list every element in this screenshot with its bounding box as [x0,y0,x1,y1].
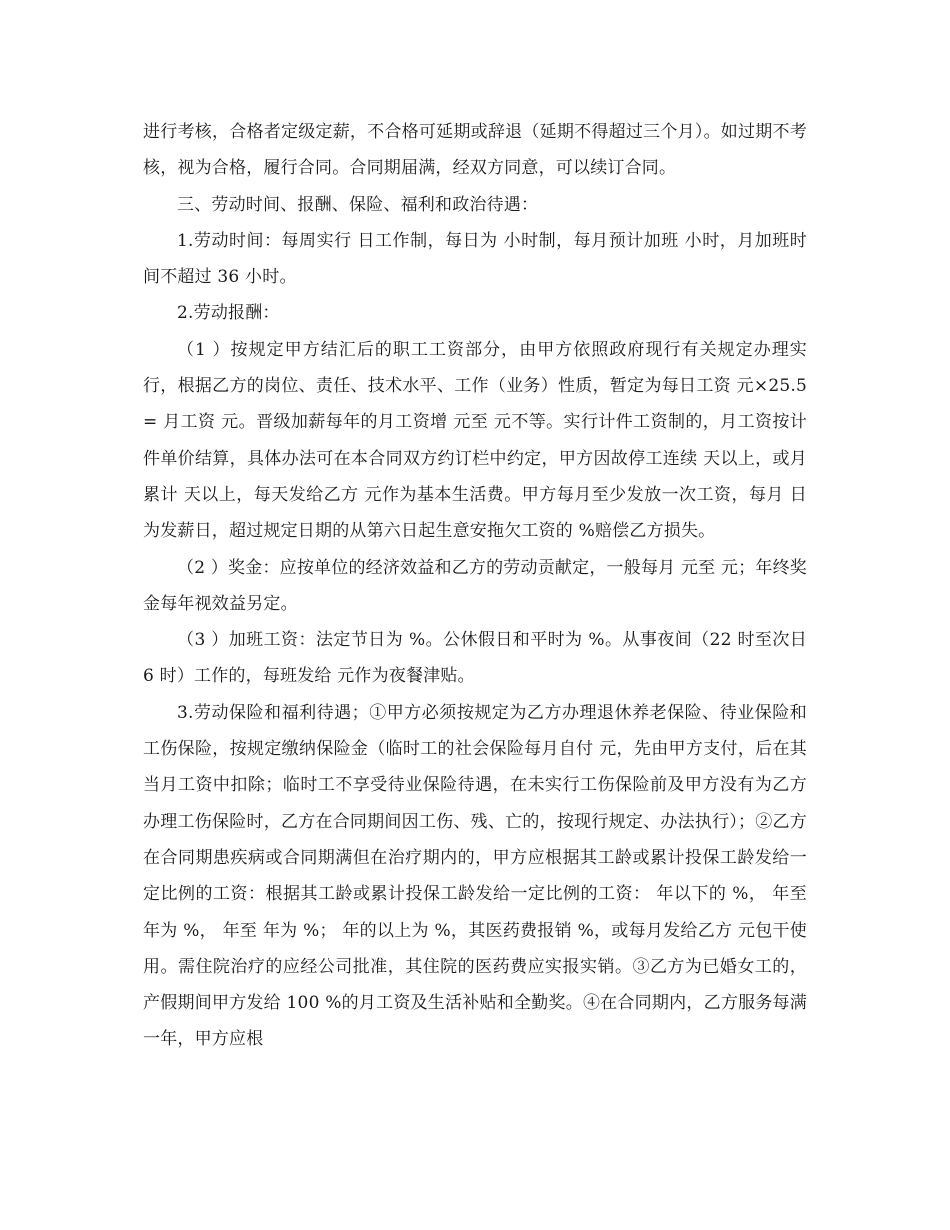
paragraph-overtime-pay: （3 ）加班工资：法定节日为 %。公休假日和平时为 %。从事夜间（22 时至次日 6 时）工作的，每班发给 元作为夜餐津贴。 [143,630,807,687]
paragraph-working-hours: 1.劳动时间：每周实行 日工作制，每日为 小时制，每月预计加班 小时，月加班时间不超过 36 小时。 [143,230,807,288]
paragraph-insurance-welfare: 3.劳动保险和福利待遇；①甲方必须按规定为乙方办理退休养老保险、待业保险和工伤保险，按规定缴纳保险金（临时工的社会保险每月自付 元，先由甲方支付，后在其当月工资中扣除；临时工不享受待业保险待遇，在未实行工伤保险前及甲方没有为乙方办理工伤保险时，乙方在合同期间因工伤、残、亡的，按现行规定、办法执行）；②乙方在合同期患疾病或合同期满但在治疗期内的，甲方应根据其工龄或累计投保工龄发给一定比例的工资：根据其工龄或累计投保工龄发给一定比例的工资： 年以下的 %， 年至 年为 %， 年至 年为 %； 年的以上为 %，其医药费报销 %，或每月发给乙方 元包干使用。需住院治疗的应经公司批准，其住院的医药费应实报实销。③乙方为已婚女工的，产假期间甲方发给 100 %的月工资及生活补贴和全勤奖。④在合同期内，乙方服务每满一年，甲方应根 [143,702,807,1050]
paragraph-bonus: （2 ）奖金：应按单位的经济效益和乙方的劳动贡献定，一般每月 元至 元；年终奖金每年视效益另定。 [143,557,807,614]
section-heading-3: 三、劳动时间、报酬、保险、福利和政治待遇： [177,194,539,215]
paragraph-wages: （1 ）按规定甲方结汇后的职工工资部分，由甲方依照政府现行有关规定办理实行，根据乙方的岗位、责任、技术水平、工作（业务）性质，暂定为每日工资 元×25.5= 月工资 元。晋级加薪每年的月工资增 元至 元不等。实行计件工资制的，月工资按计件单价结算，具体办法可在本合同双方约订栏中约定，甲方因故停工连续 天以上，或月累计 天以上，每天发给乙方 元作为基本生活费。甲方每月至少发放一次工资，每月 日为发薪日，超过规定日期的从第六日起生意安拖欠工资的 %赔偿乙方损失。 [143,339,807,542]
paragraph-assessment: 进行考核，合格者定级定薪，不合格可延期或辞退（延期不得超过三个月）。如过期不考核，视为合格，履行合同。合同期届满，经双方同意，可以续订合同。 [143,122,807,179]
document-body [143,114,807,1058]
paragraph-remuneration-heading: 2.劳动报酬： [177,303,280,324]
